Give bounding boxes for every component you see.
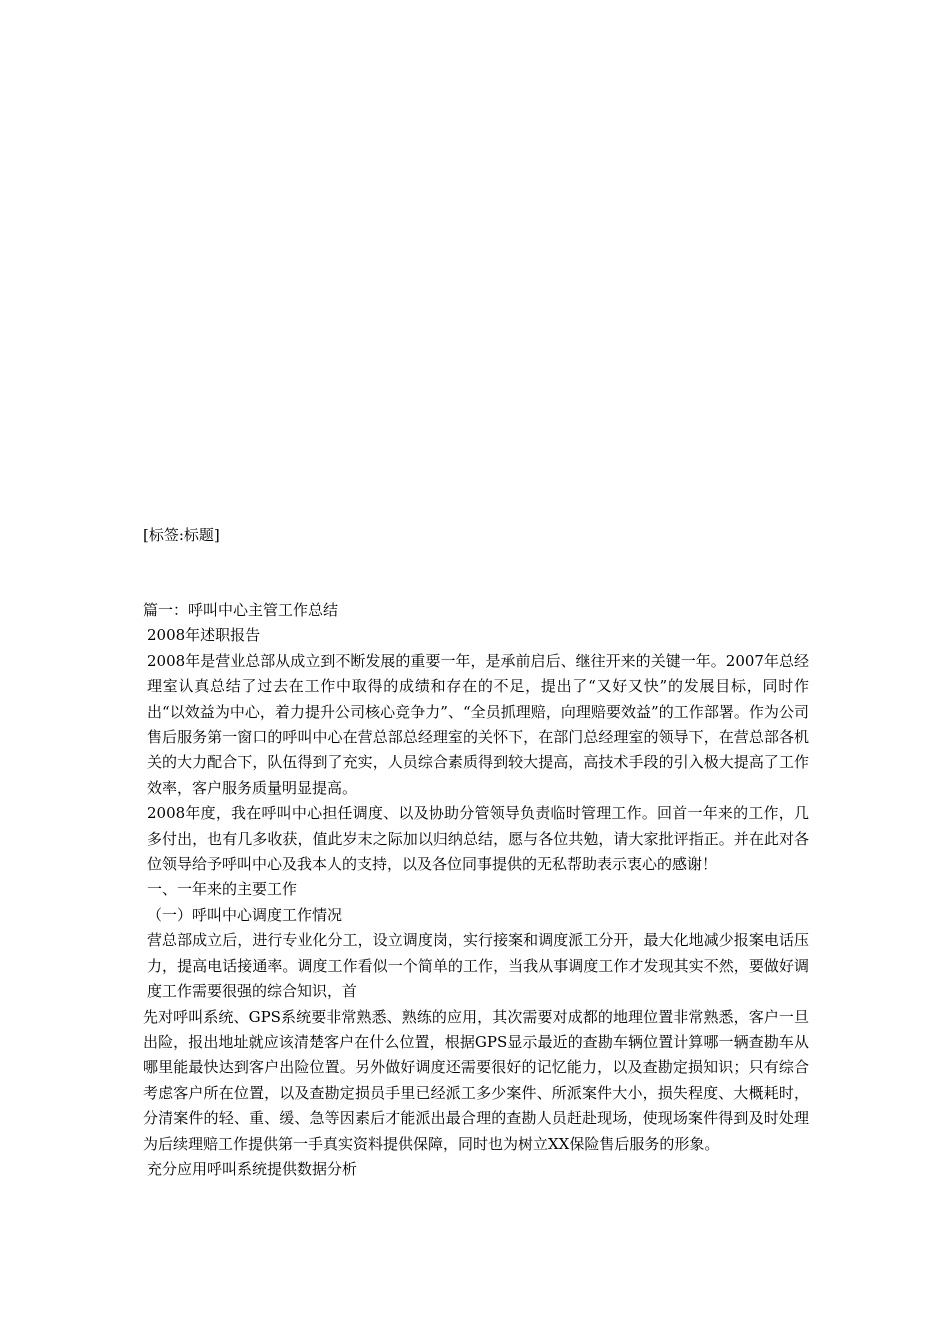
report-title: 2008年述职报告	[147, 626, 261, 645]
document-body	[143, 598, 809, 1182]
subsection-heading: 充分应用呼叫系统提供数据分析	[147, 1159, 358, 1178]
subsection-heading: （一）呼叫中心调度工作情况	[147, 905, 343, 924]
body-paragraph: 营总部成立后，进行专业化分工，设立调度岗，实行接案和调度派工分开，最大化地减少报案电话压力，提高电话接通率。调度工作看似一个简单的工作，当我从事调度工作才发现其实不然，要做好调度工作需要很强的综合知识，首	[147, 931, 809, 1001]
tag-label: [标签:标题]	[143, 526, 220, 544]
body-paragraph: 2008年度，我在呼叫中心担任调度、以及协助分管领导负责临时管理工作。回首一年来的工作，几多付出，也有几多收获，值此岁末之际加以归纳总结，愿与各位共勉，请大家批评指正。并在此对各位领导给予呼叫中心及我本人的支持，以及各位同事提供的无私帮助表示衷心的感谢！	[147, 804, 809, 874]
body-paragraph: 2008年是营业总部从成立到不断发展的重要一年，是承前启后、继往开来的关键一年。2007年总经理室认真总结了过去在工作中取得的成绩和存在的不足，提出了“又好又快”的发展目标，同时作出“以效益为中心，着力提升公司核心竞争力”、“全员抓理赔，向理赔要效益”的工作部署。作为公司售后服务第一窗口的呼叫中心在营总部总经理室的关怀下，在部门总经理室的领导下，在营总部各机关的大力配合下，队伍得到了充实，人员综合素质得到较大提高，高技术手段的引入极大提高了工作效率，客户服务质量明显提高。	[147, 651, 809, 797]
section-title: 篇一：呼叫中心主管工作总结	[143, 601, 339, 619]
section-heading: 一、一年来的主要工作	[147, 880, 298, 899]
body-paragraph: 先对呼叫系统、GPS系统要非常熟悉、熟练的应用，其次需要对成都的地理位置非常熟悉，客户一旦出险，报出地址就应该清楚客户在什么位置，根据GPS显示最近的查勘车辆位置计算哪一辆查勘车从哪里能最快达到客户出险位置。另外做好调度还需要很好的记忆能力，以及查勘定损知识；只有综合考虑客户所在位置，以及查勘定损员手里已经派工多少案件、所派案件大小，损失程度、大概耗时，分清案件的轻、重、缓、急等因素后才能派出最合理的查勘人员赶赴现场，使现场案件得到及时处理为后续理赔工作提供第一手真实资料提供保障，同时也为树立XX保险售后服务的形象。	[143, 1007, 809, 1153]
